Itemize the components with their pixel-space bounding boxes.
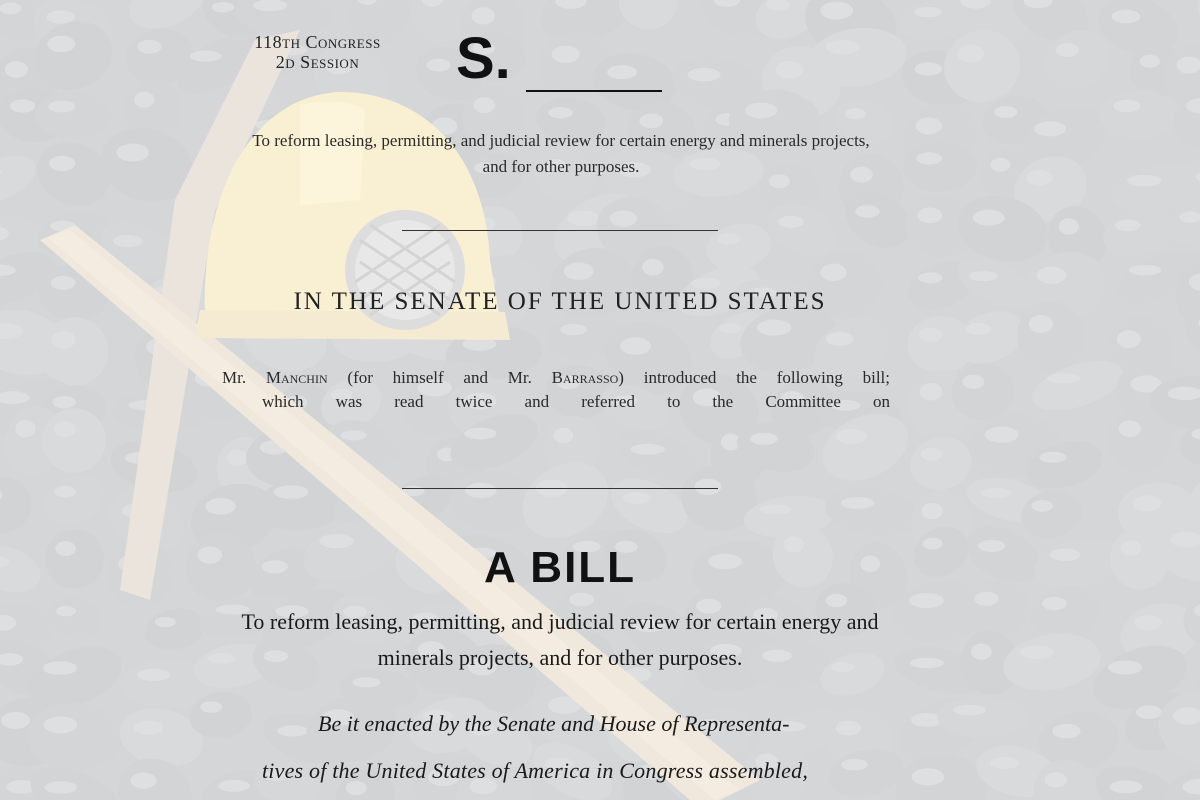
session-number: 2d Session <box>275 52 360 72</box>
long-title: To reform leasing, permitting, and judicial review for certain energy and minerals projects, and for other purposes. <box>241 609 879 670</box>
enacting-clause <box>262 700 896 794</box>
intro-text: Mr. <box>222 368 266 387</box>
divider-rule <box>402 488 718 489</box>
congress-session-block <box>200 32 435 72</box>
intro-line-1 <box>222 366 890 390</box>
enacting-line-2: tives of the United States of America in Congress assembled, <box>262 758 809 783</box>
a-bill-heading: A BILL <box>483 543 637 592</box>
short-title: To reform leasing, permitting, and judicial review for certain energy and minerals projects, and for other purposes. <box>252 131 870 176</box>
intro-text: (for himself and Mr. <box>327 368 552 387</box>
introduction-statement <box>222 366 890 414</box>
intro-line-2: which was read twice and referred to the Committee on <box>262 392 890 411</box>
sponsor-name: Manchin <box>265 368 328 387</box>
intro-text: ) introduced the following bill; <box>618 368 890 387</box>
cosponsor-name: Barrasso <box>551 368 619 387</box>
enacting-line-1: Be it enacted by the Senate and House of Representa- <box>318 711 790 736</box>
bill-number-blank-line <box>526 90 662 92</box>
chamber-heading: IN THE SENATE OF THE UNITED STATES <box>293 288 827 315</box>
congress-number: 118th Congress <box>254 32 381 52</box>
bill-number-prefix: S. <box>456 26 511 91</box>
divider-rule <box>402 230 718 231</box>
